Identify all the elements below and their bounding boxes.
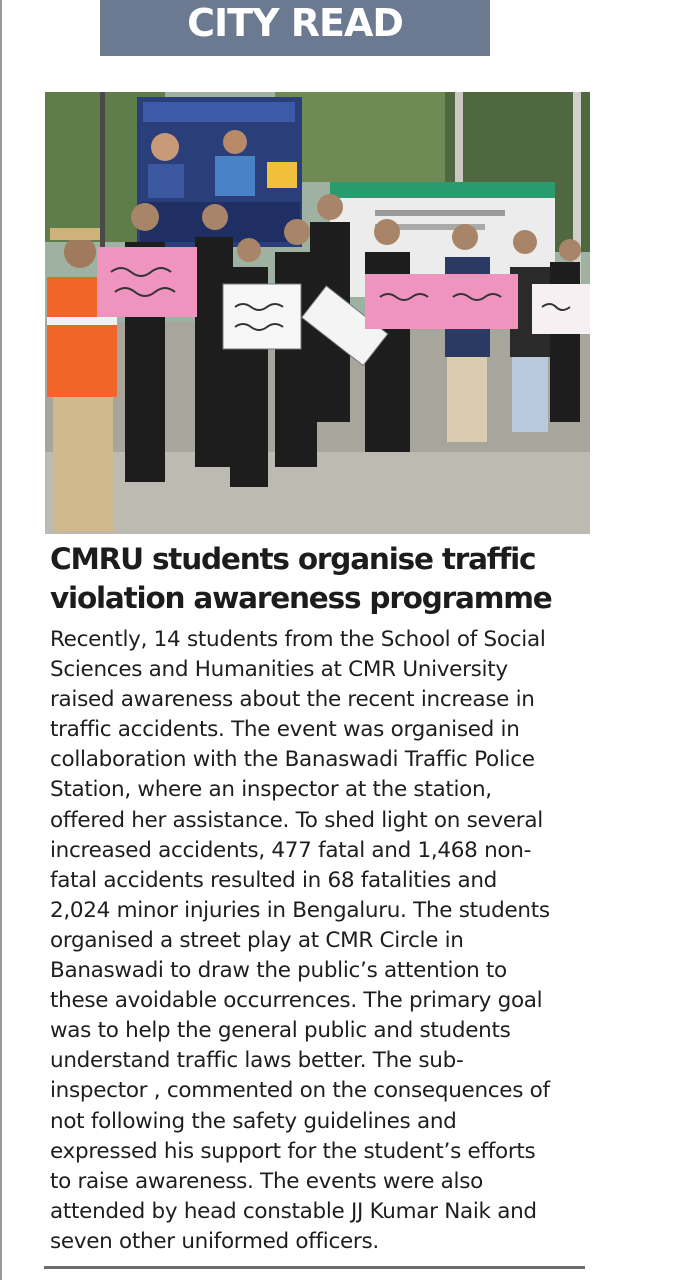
body-line: organised a street play at CMR Circle in [50, 927, 464, 953]
article-body [50, 625, 605, 1257]
article-headline [50, 540, 650, 618]
headline-line-1: CMRU students organise traffic [50, 542, 536, 576]
body-line: increased accidents, 477 fatal and 1,468 non- [50, 837, 532, 863]
body-line: to raise awareness. The events were also [50, 1168, 483, 1194]
body-line: attended by head constable JJ Kumar Naik and [50, 1198, 537, 1224]
body-line: raised awareness about the recent increase in [50, 687, 535, 713]
body-line: offered her assistance. To shed light on several [50, 807, 543, 833]
body-line: seven other uniformed officers. [50, 1228, 379, 1254]
body-line: expressed his support for the student’s efforts [50, 1138, 536, 1164]
body-line: 2,024 minor injuries in Bengaluru. The students [50, 897, 550, 923]
body-line: traffic accidents. The event was organised in [50, 717, 520, 743]
body-line: Station, where an inspector at the station, [50, 777, 492, 803]
headline-line-2: violation awareness programme [50, 581, 552, 615]
body-line: Sciences and Humanities at CMR University [50, 657, 508, 683]
section-header [100, 0, 490, 56]
body-line: understand traffic laws better. The sub- [50, 1048, 464, 1074]
body-line: Banaswadi to draw the public’s attention to [50, 958, 507, 984]
body-line: Recently, 14 students from the School of Social [50, 627, 546, 652]
bottom-rule [44, 1266, 585, 1269]
body-line: was to help the general public and students [50, 1018, 511, 1044]
body-line: inspector , commented on the consequences of [50, 1078, 550, 1104]
left-rule [0, 0, 2, 1280]
body-line: collaboration with the Banaswadi Traffic Police [50, 747, 535, 773]
body-line: these avoidable occurrences. The primary goal [50, 988, 543, 1014]
body-line: not following the safety guidelines and [50, 1108, 457, 1134]
body-line: fatal accidents resulted in 68 fatalities and [50, 867, 497, 893]
section-label: CITY READ [187, 1, 403, 45]
article-photo [45, 92, 590, 534]
